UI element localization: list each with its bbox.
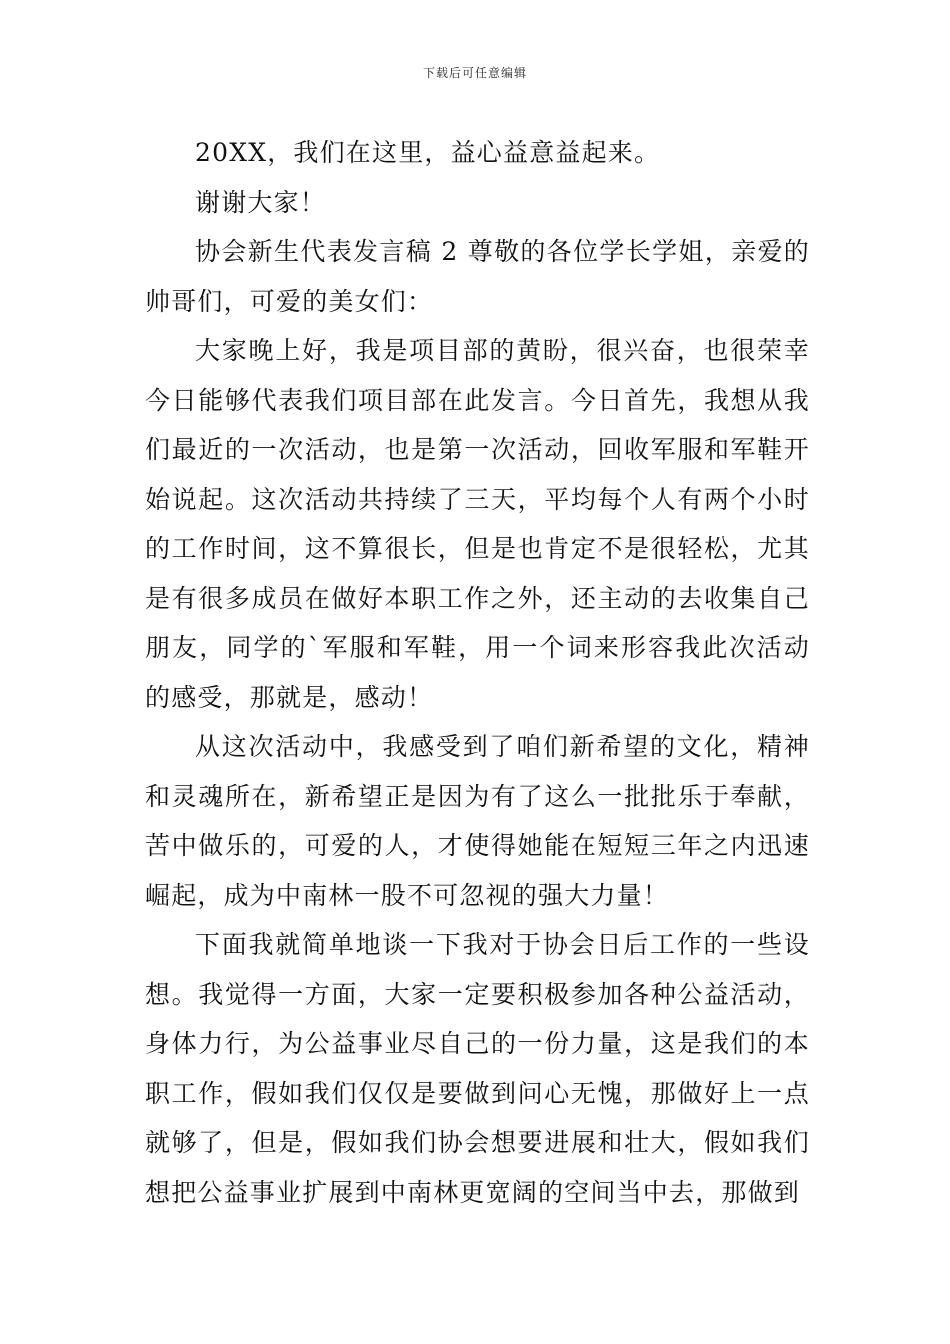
paragraph-greeting: 协会新生代表发言稿 2 尊敬的各位学长学姐，亲爱的帅哥们，可爱的美女们：	[145, 237, 810, 316]
paragraph-future-plans: 下面我就简单地谈一下我对于协会日后工作的一些设想。我觉得一方面，大家一定要积极参加各种公益活动，身体力行，为公益事业尽自己的一份力量，这是我们的本职工作，假如我们仅仅是要做到问心无愧，那做好上一点就够了，但是，假如我们协会想要进展和壮大，假如我们想把公益事业扩展到中南林更宽阔的空间当中去，那做到	[145, 930, 810, 1207]
paragraph-reflection: 从这次活动中，我感受到了咱们新希望的文化，精神和灵魂所在，新希望正是因为有了这么一批批乐于奉献，苦中做乐的，可爱的人，才使得她能在短短三年之内迅速崛起，成为中南林一股不可忽视的强大力量！	[145, 732, 810, 910]
page-header: 下载后可任意编辑	[422, 66, 527, 80]
document-body	[145, 128, 810, 1217]
paragraph-introduction: 大家晚上好，我是项目部的黄盼，很兴奋，也很荣幸今日能够代表我们项目部在此发言。今日首先，我想从我们最近的一次活动，也是第一次活动，回收军服和军鞋开始说起。这次活动共持续了三天，平均每个人有两个小时的工作时间，这不算很长，但是也肯定不是很轻松，尤其是有很多成员在做好本职工作之外，还主动的去收集自己朋友，同学的`军服和军鞋，用一个词来形容我此次活动的感受，那就是，感动！	[145, 336, 810, 712]
paragraph-thanks: 谢谢大家！	[195, 187, 327, 217]
paragraph-closing-line: 20XX，我们在这里，益心益意益起来。	[195, 138, 661, 167]
